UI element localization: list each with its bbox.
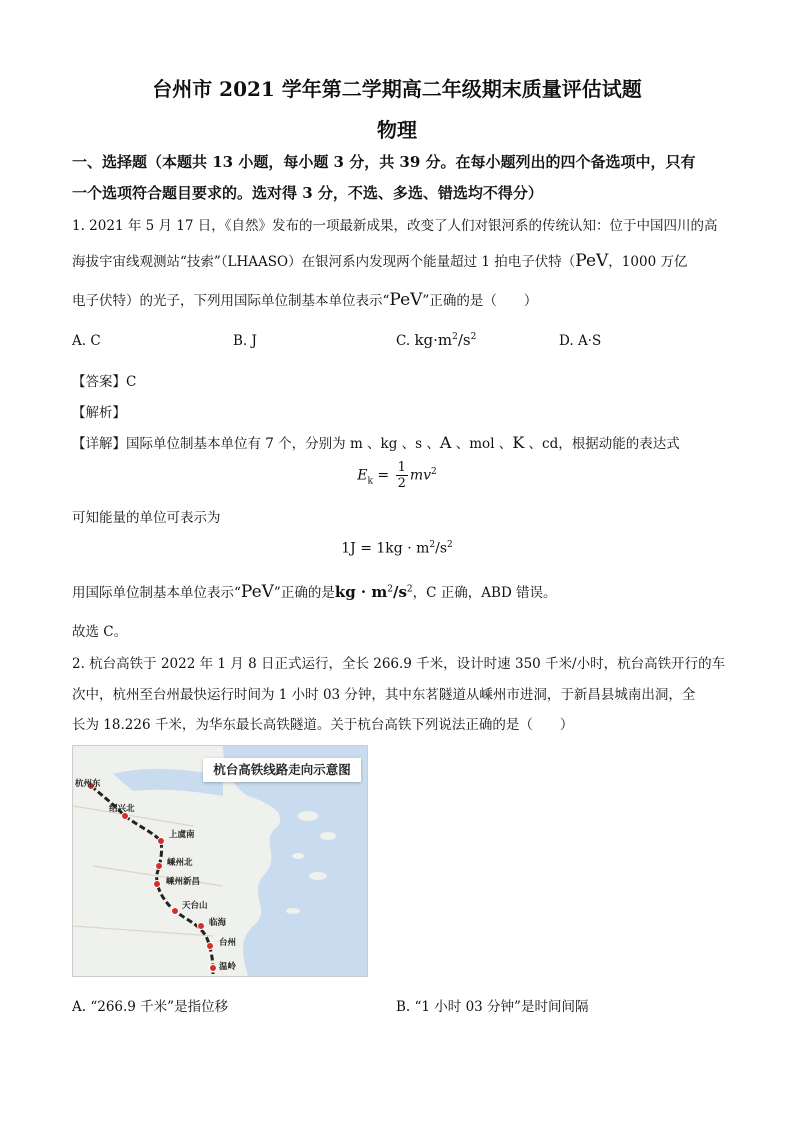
station-label: 临海: [209, 918, 227, 928]
q1-option-c-label: C.: [396, 333, 411, 349]
q1-answer: 【答案】C: [72, 374, 137, 390]
q1-line3: [72, 289, 537, 310]
q1-line2-end: ，1000 万亿: [608, 254, 688, 270]
q1-choose: 故选 C。: [72, 624, 128, 640]
q1-line2: [72, 250, 687, 271]
q2-line3: 长为 18.226 千米，为华东最长高铁隧道。关于杭台高铁下列说法正确的是（ ）: [72, 717, 574, 733]
q1-option-d-label: D.: [559, 333, 574, 349]
station-label: 绍兴北: [109, 804, 135, 814]
station-label: 温岭: [219, 962, 237, 972]
map-title: 杭台高铁线路走向示意图: [203, 758, 361, 782]
q1-line2-text: 海拔宇宙线观测站“技索”（LHAASO）在银河系内发现两个能量超过 1 拍电子伏特（: [72, 254, 576, 270]
station-label: 嵊州北: [167, 858, 193, 868]
q1-line2-pev: PeV: [575, 251, 609, 271]
kinetic-energy-formula: $E_k$ = $\frac{1}{2}$ $mv^2$: [357, 460, 437, 491]
q2-option-a: A. “266.9 千米”是指位移: [72, 999, 229, 1015]
q1-line3-pev: PeV: [389, 290, 423, 310]
q1-line1: 1. 2021 年 5 月 17 日，《自然》发布的一项最新成果，改变了人们对银河系的传统认知：位于中国四川的高: [72, 218, 718, 234]
q1-line3-text: 电子伏特）的光子，下列用国际单位制基本单位表示“: [72, 293, 390, 309]
station-label: 上虞南: [169, 830, 195, 840]
q1-option-d: [559, 333, 601, 349]
section-heading-line2: 一个选项符合题目要求的。选对得 3 分，不选、多选、错选均不得分）: [72, 184, 543, 202]
subject-title: 物理: [377, 118, 417, 142]
q2-line2: 次中，杭州至台州最快运行时间为 1 小时 03 分钟，其中东茗隧道从嵊州市进洞，于新昌县城南出洞，全: [72, 687, 696, 703]
station-label: 天台山: [182, 901, 208, 911]
q1-option-c-math: $kg\cdot m^2/s^2$: [414, 331, 477, 349]
station-label: 台州: [219, 938, 237, 948]
station-label: 杭州东: [75, 779, 101, 789]
station-label: 嵊州新昌: [166, 877, 201, 887]
q1-option-a: A. C: [72, 333, 101, 349]
section-heading-line1: 一、选择题（本题共 13 小题，每小题 3 分，共 39 分。在每小题列出的四个备选项中，只有: [72, 153, 696, 171]
q1-option-b: B. J: [233, 333, 257, 349]
q1-analysis-label: 【解析】: [72, 405, 126, 421]
q1-option-c: [396, 331, 476, 349]
q2-option-b: B. “1 小时 03 分钟”是时间间隔: [396, 999, 589, 1015]
q2-line1: 2. 杭台高铁于 2022 年 1 月 8 日正式运行，全长 266.9 千米，设计时速 350 千米/小时，杭台高铁开行的车: [72, 656, 726, 672]
q1-line3-end: ”正确的是（ ）: [422, 293, 538, 309]
railway-route-map: [72, 745, 368, 977]
q1-detail: 【详解】国际单位制基本单位有 7 个，分别为 m 、kg 、s 、A 、mol 、K 、cd，根据动能的表达式: [72, 433, 680, 452]
energy-unit-text: 可知能量的单位可表示为: [72, 510, 221, 526]
joule-formula: $1J = 1kg \cdot m^2/s^2$: [341, 540, 453, 557]
q1-conclusion: 用国际单位制基本单位表示“PeV”正确的是kg · $m^2/s^2$，C 正确，ABD 错误。: [72, 582, 557, 602]
paper-title: 台州市 2021 学年第二学期高二年级期末质量评估试题: [152, 77, 642, 101]
q1-option-d-math: A·S: [577, 333, 602, 349]
